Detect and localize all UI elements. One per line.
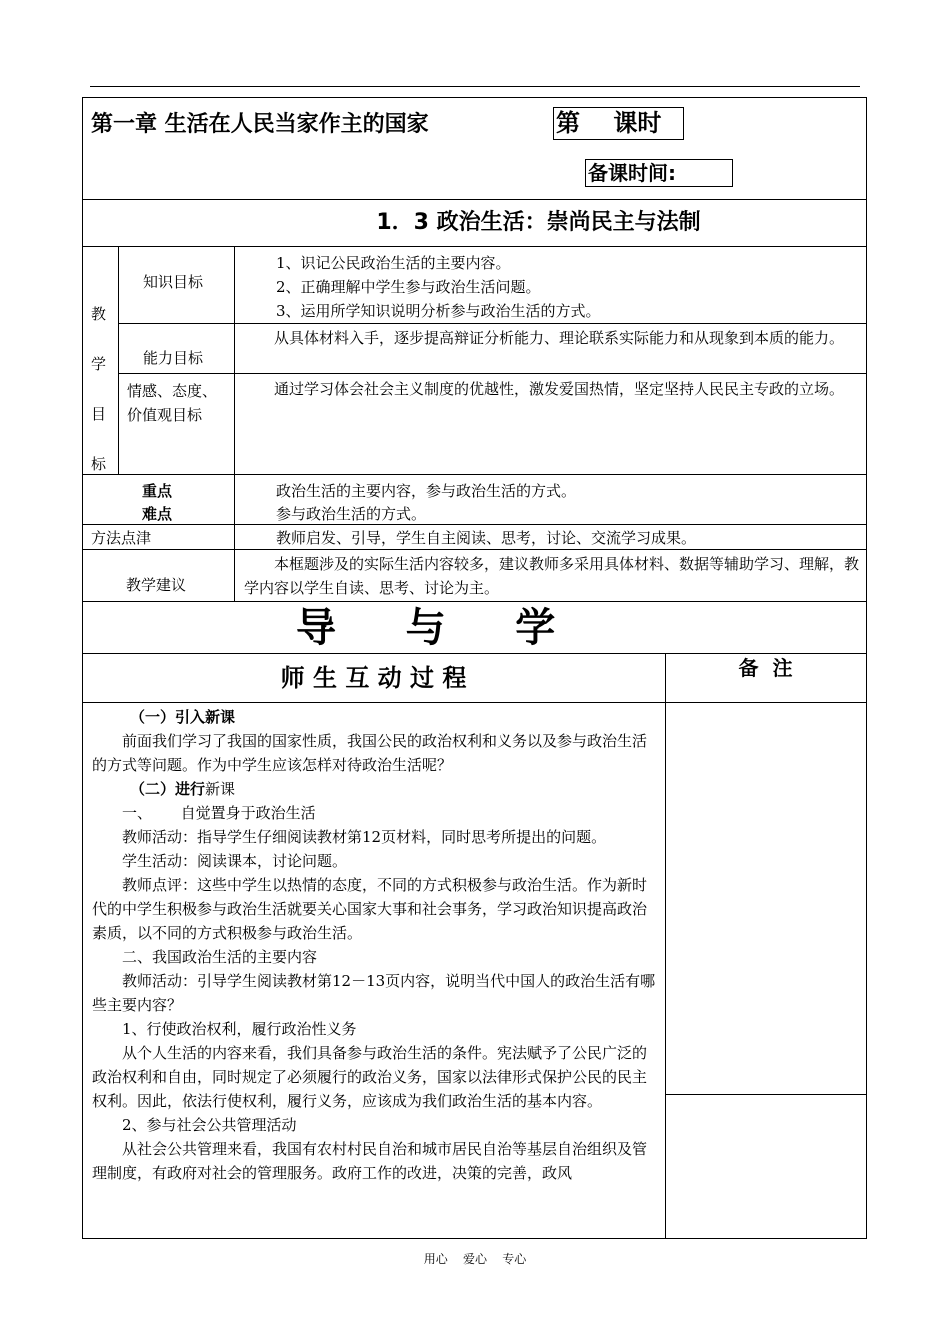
new-lesson-heading-bold: （二）进行 (130, 780, 206, 798)
intro-text: 前面我们学习了我国的国家性质，我国公民的政治权利和义务以及参与政治生活的方式等问题。作为中学生应该怎样对待政治生活呢？ (92, 732, 648, 774)
row-line (82, 246, 867, 247)
key-point-label: 重点 (142, 482, 173, 500)
ability-objective-label: 能力目标 (143, 349, 204, 367)
method-label: 方法点津 (91, 529, 152, 547)
objectives-label-char: 目 (91, 405, 107, 423)
row-line (82, 702, 867, 703)
method-text: 教师启发、引导，学生自主阅读、思考，讨论、交流学习成果。 (276, 529, 697, 547)
emotion-objective-text: 通过学习体会社会主义制度的优越性，激发爱国热情，坚定坚持人民民主专政的立场。 (274, 380, 845, 398)
notes-header: 备 注 (738, 656, 793, 680)
header-rule (90, 86, 860, 87)
difficult-point-text: 参与政治生活的方式。 (276, 505, 427, 523)
chapter-title: 第一章 生活在人民当家作主的国家 (91, 112, 429, 137)
process-content (92, 705, 660, 1185)
intro-heading-tail: 新课 (205, 708, 236, 726)
content-paragraph: 教师活动：指导学生仔细阅读教材第12页材料，同时思考所提出的问题。 (122, 828, 607, 846)
content-paragraph: 二、我国政治生活的主要内容 (122, 948, 318, 966)
content-paragraph: 2、参与社会公共管理活动 (122, 1116, 297, 1134)
objectives-label-char: 学 (91, 355, 107, 373)
row-line (82, 524, 867, 525)
suggestion-text: 本框题涉及的实际生活内容较多，建议教师多采用具体材料、数据等辅助学习、理解，教学内容以学生自读、思考、讨论为主。 (244, 555, 860, 597)
content-paragraph: 一、 自觉置身于政治生活 (122, 804, 316, 822)
knowledge-objective-item: 3、运用所学知识说明分析参与政治生活的方式。 (276, 302, 601, 320)
new-lesson-heading-tail: 新课 (205, 780, 236, 798)
guide-title: 导 与 学 (296, 605, 556, 651)
table-border-right (866, 97, 867, 1239)
table-border-bottom (82, 1238, 867, 1239)
table-border-top (82, 97, 867, 98)
key-point-text: 政治生活的主要内容，参与政治生活的方式。 (276, 482, 577, 500)
intro-heading-bold: （一）引入 (130, 708, 206, 726)
process-header: 师 生 互 动 过 程 (280, 664, 467, 692)
col-line (234, 246, 235, 601)
objectives-label-char: 教 (91, 305, 107, 323)
page-footer: 用心 爱心 专心 (423, 1252, 527, 1266)
prep-time-field[interactable]: 备课时间: (585, 159, 733, 187)
row-line (82, 199, 867, 200)
emotion-objective-label: 情感、态度、 (127, 382, 218, 400)
difficult-point-label: 难点 (142, 505, 173, 523)
content-paragraph: 1、行使政治权利，履行政治性义务 (122, 1020, 357, 1038)
col-line (665, 653, 666, 1239)
col-line (118, 246, 119, 474)
emotion-objective-label: 价值观目标 (127, 406, 203, 424)
new-lesson-heading (92, 777, 660, 801)
content-paragraph: 从社会公共管理来看，我国有农村村民自治和城市居民自治等基层自治组织及管理制度，有政府对社会的管理服务。政府工作的改进，决策的完善，政风 (92, 1140, 648, 1182)
suggestion-label: 教学建议 (126, 576, 187, 594)
row-line (82, 601, 867, 602)
row-line (118, 373, 866, 374)
content-paragraph: 学生活动：阅读课本，讨论问题。 (122, 852, 348, 870)
objectives-label-char: 标 (91, 455, 107, 473)
section-title: 1．3 政治生活：崇尚民主与法制 (376, 210, 701, 235)
lesson-number-field[interactable]: 第 课时 (553, 107, 684, 140)
knowledge-objective-item: 1、识记公民政治生活的主要内容。 (276, 254, 511, 272)
row-line (118, 323, 866, 324)
content-paragraph: 从个人生活的内容来看，我们具备参与政治生活的条件。宪法赋予了公民广泛的政治权利和自由，同时规定了必须履行的政治义务，国家以法律形式保护公民的民主权利。因此，依法行使权利，履行义务，应该成为我们政治生活的基本内容。 (92, 1044, 648, 1110)
row-line (82, 474, 867, 475)
row-line (665, 1094, 866, 1095)
intro-heading (92, 705, 660, 729)
knowledge-objective-item: 2、正确理解中学生参与政治生活问题。 (276, 278, 541, 296)
ability-objective-text: 从具体材料入手，逐步提高辩证分析能力、理论联系实际能力和从现象到本质的能力。 (274, 329, 845, 347)
content-paragraph: 教师点评：这些中学生以热情的态度，不同的方式积极参与政治生活。作为新时代的中学生积极参与政治生活就要关心国家大事和社会事务，学习政治知识提高政治素质，以不同的方式积极参与政治生活。 (92, 876, 648, 942)
knowledge-objective-label: 知识目标 (143, 273, 204, 291)
content-paragraph: 教师活动：引导学生阅读教材第12－13页内容，说明当代中国人的政治生活有哪些主要内容？ (92, 972, 656, 1014)
